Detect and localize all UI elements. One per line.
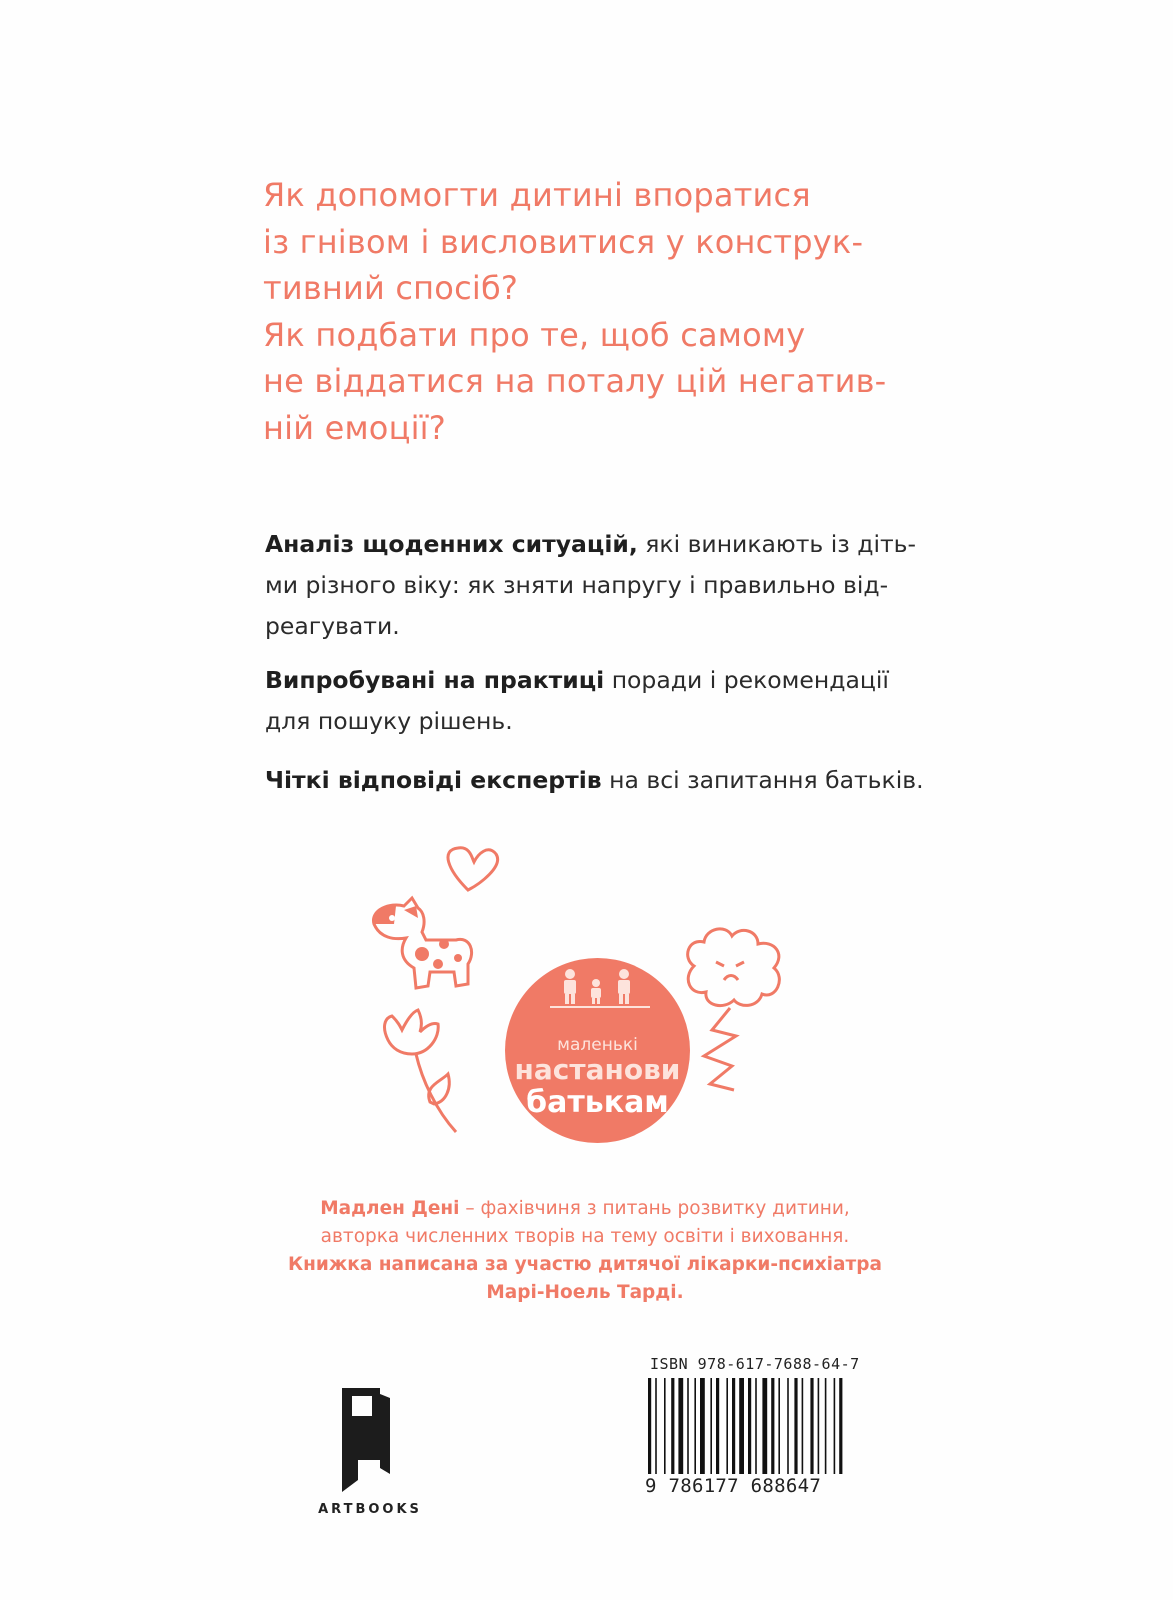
feature-text: поради і рекомендації xyxy=(604,666,889,694)
question-line: Як подбати про те, щоб самому xyxy=(263,315,806,354)
badge-line-3: батькам xyxy=(526,1085,669,1120)
badge-line-1: маленькі xyxy=(557,1035,638,1055)
barcode-bar xyxy=(839,1378,842,1474)
barcode-bar xyxy=(716,1378,719,1474)
feature-text: на всі запитання батьків. xyxy=(601,766,924,794)
barcode xyxy=(648,1378,848,1474)
feature-practice xyxy=(265,660,935,742)
barcode-bar xyxy=(771,1378,774,1474)
feature-experts xyxy=(265,760,935,801)
barcode-bar xyxy=(810,1378,813,1474)
barcode-bar xyxy=(748,1378,751,1474)
publisher-name: ARTBOOKS xyxy=(318,1502,422,1517)
barcode-number: 9 786177 688647 xyxy=(645,1475,822,1497)
barcode-bar xyxy=(762,1378,767,1474)
toy-horse-icon xyxy=(373,898,471,988)
feature-text: для пошуку рішень. xyxy=(265,707,513,735)
artbooks-logo-icon xyxy=(336,1388,390,1492)
feature-analysis xyxy=(265,524,935,647)
feature-text: реагувати. xyxy=(265,612,400,640)
question-line: тивний спосіб? xyxy=(263,269,519,307)
barcode-bar xyxy=(755,1378,757,1474)
barcode-bar xyxy=(794,1378,797,1474)
barcode-bar xyxy=(726,1378,728,1474)
feature-text: ми різного віку: як зняти напругу і правильно від- xyxy=(265,571,889,599)
author-name: Мадлен Дені xyxy=(320,1198,460,1219)
barcode-bar xyxy=(739,1378,744,1474)
feature-bold: Чіткі відповіді експертів xyxy=(265,766,602,794)
barcode-bar xyxy=(802,1378,804,1474)
barcode-bar xyxy=(671,1378,674,1474)
question-line: Як допомогти дитині впоратися xyxy=(263,176,811,214)
barcode-bar xyxy=(694,1378,696,1474)
author-desc: авторка численних творів на тему освіти і виховання. xyxy=(320,1226,850,1247)
question-line: ній емоції? xyxy=(263,408,446,447)
author-note: Марі-Ноель Тарді. xyxy=(486,1282,684,1303)
barcode-bar xyxy=(655,1378,657,1474)
barcode-bar xyxy=(687,1378,689,1474)
author-desc: – фахівчиня з питань розвитку дитини, xyxy=(459,1198,850,1219)
question-line: із гнівом і висловитися у конструк- xyxy=(263,222,864,261)
badge-line-2: настанови xyxy=(514,1053,681,1086)
barcode-bar xyxy=(787,1378,789,1474)
cover-question xyxy=(263,172,933,451)
barcode-bar xyxy=(664,1378,666,1474)
barcode-bar xyxy=(818,1378,820,1474)
isbn-text: ISBN 978-617-7688-64-7 xyxy=(650,1355,860,1373)
barcode-bar xyxy=(732,1378,735,1474)
cloud-icon xyxy=(688,929,780,1090)
barcode-bar xyxy=(710,1378,712,1474)
barcode-bar xyxy=(778,1378,780,1474)
family-icon xyxy=(550,968,650,1010)
barcode-bar xyxy=(648,1378,651,1474)
heart-icon xyxy=(448,848,498,890)
barcode-bar xyxy=(825,1378,827,1474)
feature-bold: Випробувані на практиці xyxy=(265,666,605,694)
barcode-bar xyxy=(700,1378,705,1474)
barcode-bar xyxy=(678,1378,683,1474)
barcode-bar xyxy=(834,1378,836,1474)
feature-text: які виникають із діть- xyxy=(637,530,917,558)
tulip-icon xyxy=(385,1010,456,1132)
author-note: Книжка написана за участю дитячої лікарки-психіатра xyxy=(288,1254,882,1275)
question-line: не віддатися на поталу цій негатив- xyxy=(263,362,887,400)
author-info xyxy=(255,1195,915,1307)
feature-bold: Аналіз щоденних ситуацій, xyxy=(265,530,638,558)
